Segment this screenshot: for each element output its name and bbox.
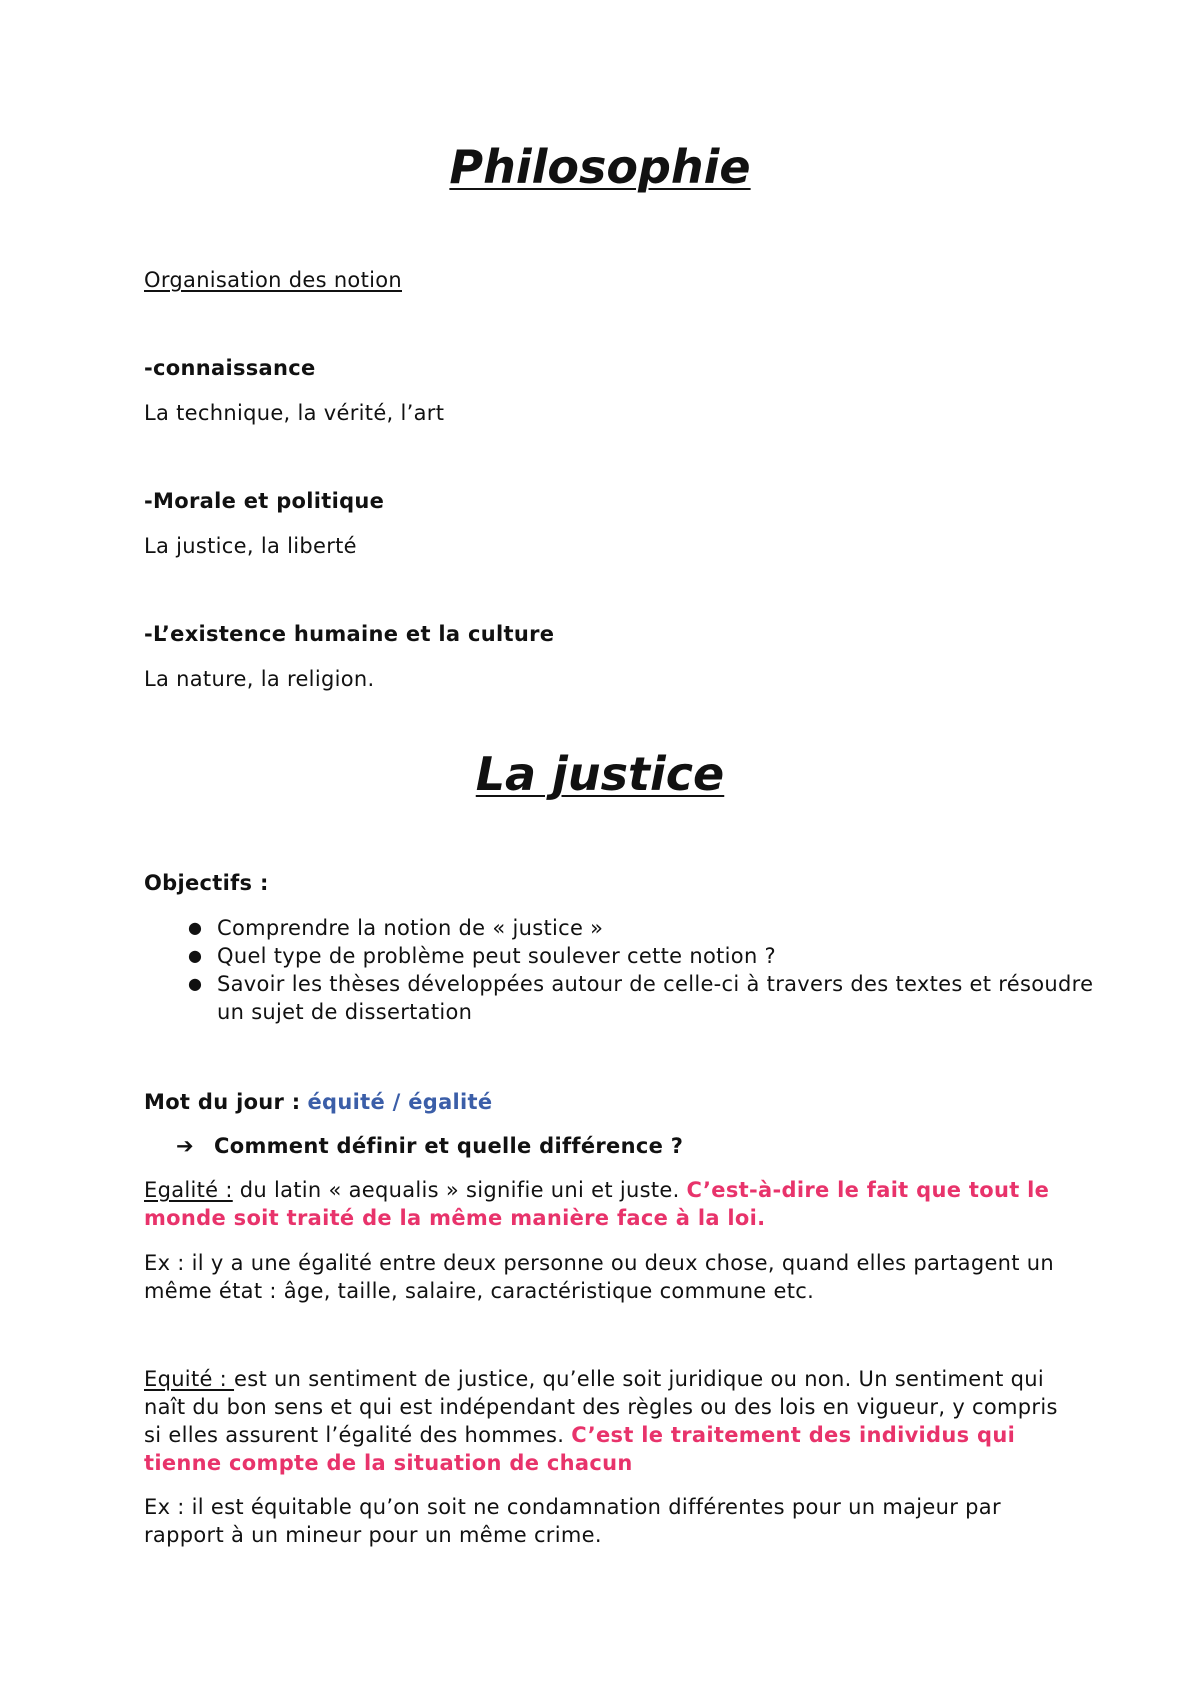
group-name-connaissance: -connaissance: [144, 356, 316, 380]
equite-definition: [144, 1365, 1079, 1477]
page-title: Philosophie: [449, 140, 751, 194]
objectives-label: Objectifs :: [144, 871, 269, 895]
equite-example: Ex : il est équitable qu’on soit ne condamnation différentes pour un majeur par rapport à un mineur pour un même crime.: [144, 1495, 1001, 1547]
mot-du-jour: [144, 1088, 492, 1116]
objectives-list: [144, 914, 1097, 1026]
egalite-text: du latin « aequalis » signifie uni et juste.: [232, 1178, 687, 1202]
list-item: [144, 970, 1097, 1026]
arrow-right-icon: ➔: [176, 1134, 194, 1158]
group-name-morale: -Morale et politique: [144, 489, 385, 513]
list-item: [144, 914, 1097, 942]
group-notions-connaissance: La technique, la vérité, l’art: [144, 401, 445, 425]
organisation-heading: Organisation des notion: [144, 268, 402, 292]
equite-highlight: C’est le traitement des individus qui tienne compte de la situation de chacun: [144, 1423, 1016, 1475]
bullet-icon: ●: [188, 946, 203, 965]
group-notions-morale: La justice, la liberté: [144, 534, 357, 558]
section-title: La justice: [475, 747, 725, 801]
question-text: Comment définir et quelle différence ?: [214, 1134, 684, 1158]
egalite-highlight: C’est-à-dire le fait que tout le monde soit traité de la même manière face à la loi.: [144, 1178, 1050, 1230]
equite-term: Equité :: [144, 1367, 235, 1391]
question-line: [176, 1132, 683, 1160]
objective-text: Quel type de problème peut soulever cette notion ?: [217, 944, 776, 968]
bullet-icon: ●: [188, 918, 203, 937]
objective-text: Savoir les thèses développées autour de celle-ci à travers des textes et résoudre un sujet de dissertation: [217, 972, 1094, 1024]
egalite-term: Egalité :: [144, 1178, 233, 1202]
bullet-icon: ●: [188, 974, 203, 993]
equite-text: est un sentiment de justice, qu’elle soit juridique ou non. Un sentiment qui naît du bon sens et qui est indépendant des règles ou des lois en vigueur, y compris si elles assurent l’égalité des hommes.: [144, 1367, 1058, 1447]
group-name-existence: -L’existence humaine et la culture: [144, 622, 555, 646]
list-item: [144, 942, 1097, 970]
mot-du-jour-value: équité / égalité: [307, 1090, 493, 1114]
objective-text: Comprendre la notion de « justice »: [217, 916, 604, 940]
egalite-example: Ex : il y a une égalité entre deux personne ou deux chose, quand elles partagent un même état : âge, taille, salaire, caractéristique commune etc.: [144, 1251, 1055, 1303]
group-notions-existence: La nature, la religion.: [144, 667, 375, 691]
mot-du-jour-label: Mot du jour :: [144, 1090, 301, 1114]
egalite-definition: [144, 1176, 1079, 1232]
